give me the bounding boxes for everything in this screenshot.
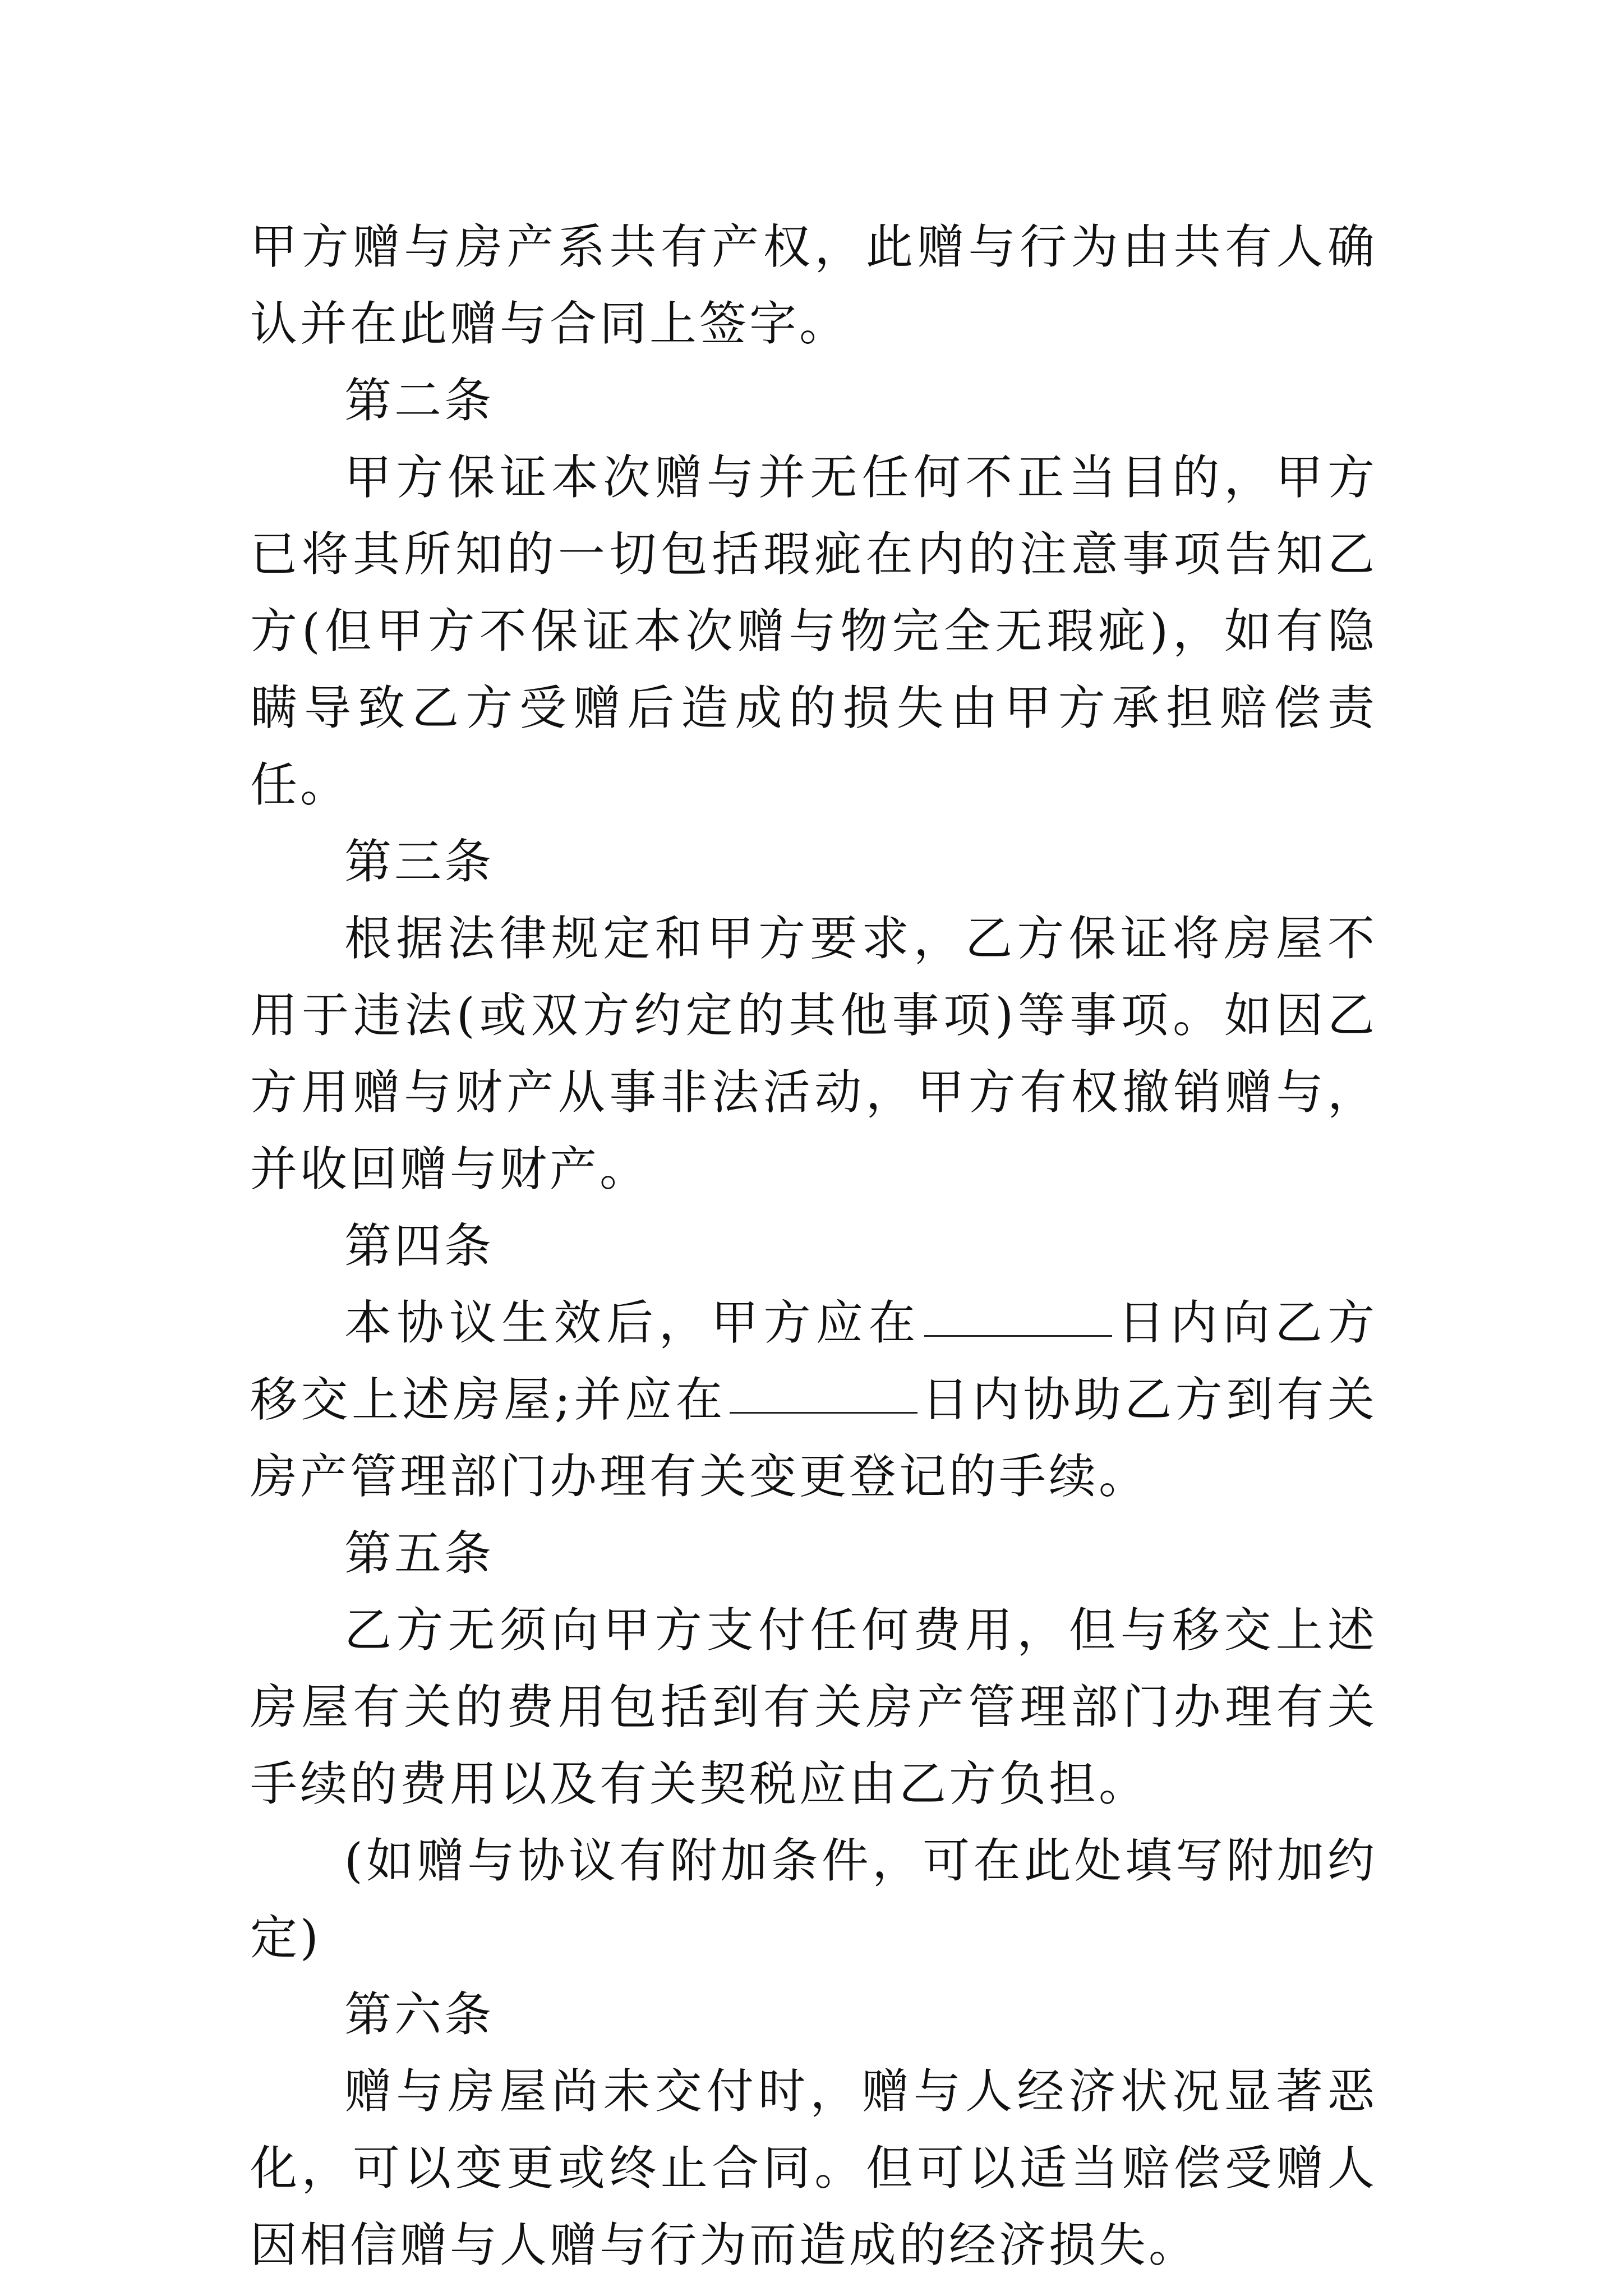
article-4-text-part-1: 本协议生效后，甲方应在	[344, 1295, 921, 1350]
article-3-text: 根据法律规定和甲方要求，乙方保证将房屋不用于违法(或双方约定的其他事项)等事项。如因乙方用赠与财产从事非法活动，甲方有权撤销赠与，并收回赠与财产。	[250, 911, 1377, 1197]
article-3-heading: 第三条	[344, 834, 495, 889]
article-5-text: 乙方无须向甲方支付任何费用，但与移交上述房屋有关的费用包括到有关房产管理部门办理有关手续的费用以及有关契税应由乙方负担。	[250, 1603, 1377, 1811]
contract-body	[250, 209, 1377, 2284]
article-2-text: 甲方保证本次赠与并无任何不正当目的，甲方已将其所知的一切包括瑕疵在内的注意事项告知乙方(但甲方不保证本次赠与物完全无瑕疵)，如有隐瞒导致乙方受赠后造成的损失由甲方承担赔偿责任。	[250, 450, 1377, 812]
article-4-text-part-2: 日内向乙方移交上述房屋;并应在	[250, 1295, 1377, 1427]
blank-line-registration-days	[730, 1411, 917, 1414]
paragraph-co-ownership: 甲方赠与房产系共有产权，此赠与行为由共有人确认并在此赠与合同上签字。	[250, 219, 1377, 351]
article-4-text-part-3: 日内协助乙方到有关房产管理部门办理有关变更登记的手续。	[250, 1372, 1377, 1504]
additional-terms-note: (如赠与协议有附加条件，可在此处填写附加约定)	[250, 1833, 1377, 1965]
article-6-text: 赠与房屋尚未交付时，赠与人经济状况显著恶化，可以变更或终止合同。但可以适当赔偿受赠人因相信赠与人赠与行为而造成的经济损失。	[250, 2064, 1377, 2272]
article-4-text	[250, 1285, 1377, 1515]
article-5-heading: 第五条	[344, 1526, 495, 1581]
article-6-heading: 第六条	[344, 1987, 495, 2042]
blank-line-handover-days	[924, 1335, 1112, 1337]
article-2-heading: 第二条	[344, 373, 495, 428]
article-4-heading: 第四条	[344, 1218, 495, 1273]
